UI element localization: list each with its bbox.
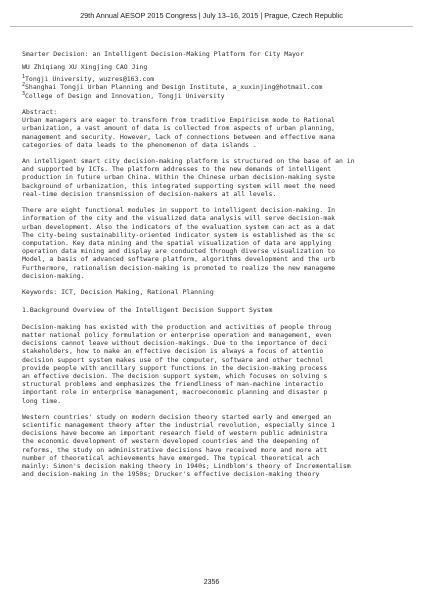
affiliation-number: 3	[22, 90, 26, 97]
affiliation-text: Shanghai Tongji Urban Planning and Design Institute, a_xuxinjing@hotmail.com	[25, 83, 323, 92]
affiliation-3	[22, 92, 423, 100]
text-line: number of theoretical achievements have emerged. The typical theoretical ach	[22, 453, 320, 462]
text-line: reforms, the study on administrative decisions have received more and more att	[22, 445, 328, 454]
text-line: long time.	[22, 396, 62, 405]
text-line: urbanization, a vast amount of data is collected from aspects of urban planning,	[22, 124, 336, 133]
text-line: important role in enterprise management, macroeconomic planning and disaster p	[22, 388, 328, 397]
text-line: decision support system makes use of the computer, software and other technol	[22, 355, 324, 364]
text-line: decisions have become an important research field of western public administra	[22, 429, 328, 438]
abstract-paragraph-3	[22, 206, 423, 280]
text-line: production in future urban China. Within the Chinese urban decision-making syste	[22, 173, 336, 182]
text-line: operation data mining and display are conducted through diverse visualization to	[22, 247, 336, 256]
text-line: The city-being sustainability-oriented indicator system is established as the sc	[22, 230, 336, 239]
affiliation-text: Tongji University, wuzres@163.com	[25, 75, 155, 84]
section-1-title: 1.Background Overview of the Intelligent Decision Support System	[22, 306, 273, 315]
header-divider	[10, 26, 413, 27]
text-line: matter national policy formulation or enterprise operation and management, even	[22, 331, 332, 339]
text-line: structural problems and emphasizes the friendliness of man-machine interactio	[22, 380, 324, 389]
text-line: Urban managers are eager to transform from traditive Empiricism mode to Rational	[22, 116, 336, 125]
text-line: information of the city and the visualized data analysis will serve decision-mak	[22, 214, 336, 223]
affiliation-number: 1	[22, 74, 26, 81]
section-1-paragraph-2	[22, 413, 423, 479]
text-line: computation. Key data mining and the spatial visualization of data are applying	[22, 238, 332, 247]
text-line: the economic development of western developed countries and the deepening of	[22, 437, 320, 446]
text-line: Decision-making has existed with the production and activities of people throug	[22, 322, 332, 331]
affiliation-text: College of Design and Innovation, Tongji University	[25, 91, 225, 100]
text-line: an effective decision. The decision support system, which focuses on solving s	[22, 371, 328, 380]
abstract-paragraph-2	[22, 157, 423, 198]
affiliation-2	[22, 83, 423, 91]
text-line: background of urbanization, this integrated supporting system will meet the need	[22, 181, 336, 190]
author-list: WU Zhiqiang XU Xingjing CAO Jing	[22, 63, 148, 71]
text-line: and supported by ICTs. The platform addresses to the new demands of intelligent	[22, 165, 332, 174]
abstract-paragraph-1	[22, 116, 423, 149]
text-line: categories of data leads to the phenomenon of data islands .	[22, 140, 257, 149]
text-line: real-time decision transmission of decision-makers at all levels.	[22, 189, 277, 198]
text-line: scientific management theory after the industrial revolution, especially since 1	[22, 421, 336, 430]
text-line: provide people with ancillary support functions in the decision-making process	[22, 363, 328, 372]
text-line: and decision-making in the 1950s; Drucker's effective decision-making theory	[22, 470, 320, 479]
text-line: stakeholders, how to make an effective decision is always a focus of attentio	[22, 347, 324, 356]
text-line: An intelligent smart city decision-making platform is structured on the base of an in	[22, 157, 355, 166]
text-line: Furthermore, rationalism decision-making is promoted to realize the new manageme	[22, 263, 336, 272]
text-line: management and security. However, lack of connections between and effective mana	[22, 132, 336, 141]
paper-title: Smarter Decision: an Intelligent Decision-Making Platform for City Mayor	[22, 50, 304, 58]
section-1-paragraph-1	[22, 323, 423, 405]
paper-body	[22, 49, 423, 478]
text-line: Model, a basis of advanced software platform, algorithms development and the urb	[22, 255, 336, 264]
keywords: Keywords: ICT, Decision Making, Rational Planning	[22, 288, 214, 297]
affiliation-number: 2	[22, 82, 26, 89]
abstract-heading: Abstract:	[22, 107, 58, 116]
text-line: urban development. Also the indicators of the evaluation system can act as a dat	[22, 222, 336, 231]
text-line: decisions cannot leave without decision-makings. Due to the importance of deci	[22, 339, 328, 348]
text-line: There are eight functional modules in support to intelligent decision-making. In	[22, 206, 336, 215]
text-line: decision-making.	[22, 271, 85, 280]
text-line: Western countries' study on modern decision theory started early and emerged an	[22, 412, 332, 421]
page-number: 2356	[203, 579, 220, 586]
text-line: mainly: Simon's decision making theory in 1940s; Lindblom's theory of Incrementalism	[22, 462, 351, 470]
running-header: 29th Annual AESOP 2015 Congress | July 13–16, 2015 | Prague, Czech Republic	[80, 11, 343, 20]
